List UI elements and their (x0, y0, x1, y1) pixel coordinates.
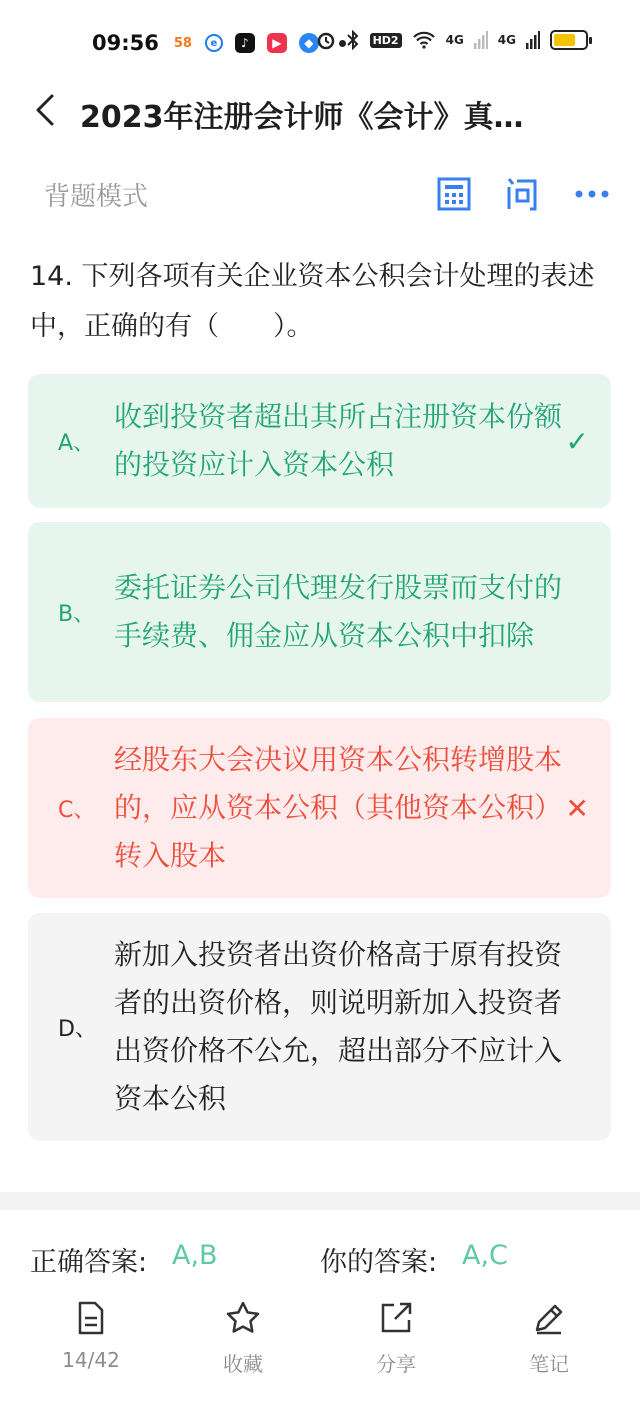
favorite-button[interactable] (198, 1300, 288, 1377)
bottom-nav (0, 1300, 640, 1390)
status-time: 09:56 (92, 31, 159, 55)
document-icon (73, 1300, 109, 1336)
notes-button[interactable] (504, 1300, 594, 1377)
share-label: 分享 (376, 1352, 416, 1376)
back-button[interactable] (34, 92, 58, 128)
option-letter: A、 (58, 430, 96, 456)
option-c[interactable] (28, 718, 611, 898)
signal-4g-icon: 4G (497, 33, 516, 47)
status-bar (0, 0, 640, 86)
hd-icon: HD2 (370, 33, 402, 48)
page-title: 2023年注册会计师《会计》真… (80, 100, 524, 135)
bluetooth-icon (346, 30, 360, 50)
share-icon (378, 1300, 414, 1336)
ask-icon[interactable] (502, 174, 542, 214)
option-text: 委托证券公司代理发行股票而支付的手续费、佣金应从资本公积中扣除 (114, 571, 563, 652)
video-icon: ▶ (267, 33, 287, 53)
option-b[interactable] (28, 522, 611, 702)
progress-label: 14/42 (62, 1348, 120, 1372)
share-button[interactable] (351, 1300, 441, 1377)
58-app-icon: 58 (173, 35, 192, 51)
your-answer-label: 你的答案: (320, 1247, 438, 1278)
section-divider (0, 1192, 640, 1210)
correct-answer-value: A,B (172, 1240, 218, 1271)
toolbar (0, 168, 640, 220)
header (0, 80, 640, 142)
option-a[interactable] (28, 374, 611, 508)
progress-button[interactable] (46, 1300, 136, 1372)
answer-summary (0, 1234, 640, 1284)
browser-icon: e (205, 34, 223, 52)
option-letter: B、 (58, 601, 96, 627)
option-text: 新加入投资者出资价格高于原有投资者的出资价格，则说明新加入投资者出资价格不公允，超出部分不应计入资本公积 (114, 938, 563, 1115)
wifi-icon (412, 31, 436, 49)
cross-icon: ✕ (565, 791, 589, 825)
star-icon (225, 1300, 261, 1336)
calculator-icon[interactable] (434, 174, 474, 214)
option-text: 收到投资者超出其所占注册资本份额的投资应计入资本公积 (114, 400, 563, 481)
option-d[interactable] (28, 913, 611, 1141)
option-letter: D、 (58, 1016, 97, 1042)
favorite-label: 收藏 (223, 1352, 263, 1376)
signal-bars-icon (474, 31, 488, 49)
battery-icon (550, 30, 588, 50)
option-letter: C、 (58, 797, 96, 823)
alarm-icon (316, 30, 336, 50)
notes-label: 笔记 (529, 1352, 569, 1376)
option-text: 经股东大会决议用资本公积转增股本的，应从资本公积（其他资本公积）转入股本 (114, 743, 563, 872)
mode-toggle[interactable]: 背题模式 (44, 182, 149, 212)
your-answer-value: A,C (462, 1240, 508, 1271)
pencil-icon (531, 1300, 567, 1336)
signal-4g-icon: 4G (445, 33, 464, 47)
question-text: 14. 下列各项有关企业资本公积会计处理的表述中，正确的有（ ）。 (30, 261, 595, 342)
tiktok-icon: ♪ (235, 33, 255, 53)
more-icon[interactable] (572, 174, 612, 214)
checkmark-icon: ✓ (565, 424, 589, 458)
blue-app-icon: ◆ (299, 33, 319, 53)
correct-answer-label: 正确答案: (30, 1247, 148, 1278)
signal-bars-icon (526, 31, 540, 49)
